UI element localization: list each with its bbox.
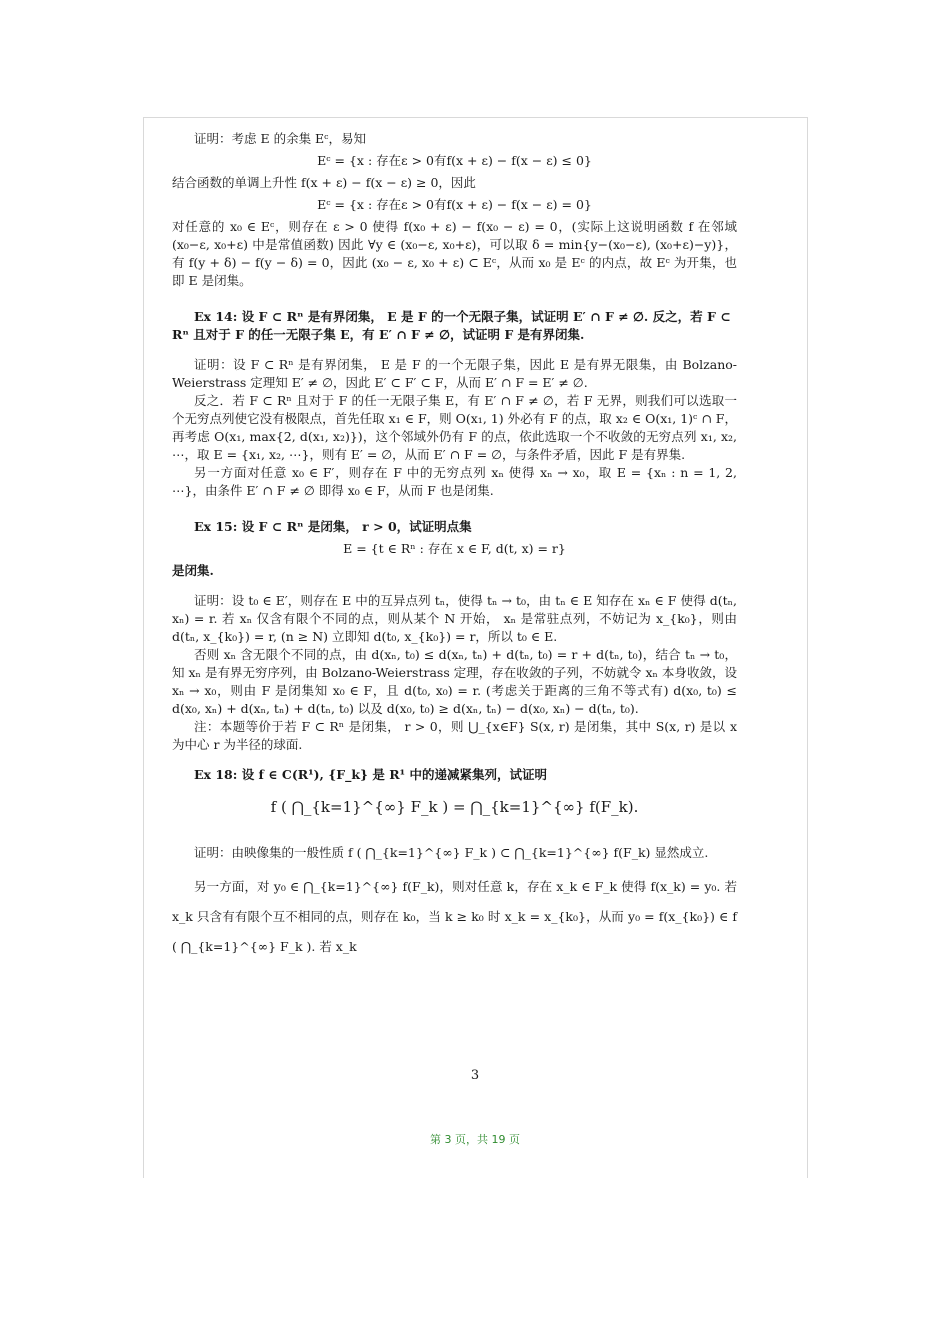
document-body: [172, 130, 737, 962]
proof-paragraph: 证明：设 F ⊂ Rⁿ 是有界闭集， E 是 F 的一个无限子集，因此 E 是有界无限集，由 Bolzano-Weierstrass 定理知 E′ ≠ ∅，因此 E′ ⊂ F′ ⊂ F，从而 E′ ∩ F = E′ ≠ ∅.: [172, 357, 737, 390]
page-footer: 第 3 页，共 19 页: [430, 1133, 520, 1146]
proof-paragraph: 否则 xₙ 含无限个不同的点，由 d(xₙ, t₀) ≤ d(xₙ, tₙ) + d(tₙ, t₀) = r + d(tₙ, t₀)，结合 tₙ → t₀，知 xₙ 是有界无穷序列，由 Bolzano-Weierstrass 定理，存在收敛的子列，不妨就令 xₙ 本身收敛，设 xₙ → x₀，则由 F 是闭集知 x₀ ∈ F，且 d(t₀, x₀) = r. (考虑关于距离的三角不等式有) d(x₀, t₀) ≤ d(x₀, xₙ) + d(xₙ, tₙ) + d(tₙ, t₀) 以及 d(x₀, t₀) ≥ d(xₙ, tₙ) − d(x₀, xₙ) − d(tₙ, t₀).: [172, 647, 737, 716]
proof-paragraph: 证明：设 t₀ ∈ E′，则存在 E 中的互异点列 tₙ，使得 tₙ → t₀，由 tₙ ∈ E 知存在 xₙ ∈ F 使得 d(tₙ, xₙ) = r. 若 xₙ 仅含有限个不同的点，则从某个 N 开始， xₙ 是常驻点列，不妨记为 x_{k₀}，则由 d(tₙ, x_{k₀}) = r, (n ≥ N) 立即知 d(t₀, x_{k₀}) = r，所以 t₀ ∈ E.: [172, 593, 737, 644]
equation-2: Eᶜ = {x : 存在ε > 0有f(x + ε) − f(x − ε) = 0}: [317, 197, 592, 212]
page-number: 3: [470, 1068, 480, 1083]
exercise-14-statement: Ex 14: 设 F ⊂ Rⁿ 是有界闭集， E 是 F 的一个无限子集，试证明 E′ ∩ F ≠ ∅. 反之，若 F ⊂ Rⁿ 且对于 F 的任一无限子集 E，有 E′ ∩ F ≠ ∅，试证明 F 是有界闭集.: [172, 309, 731, 342]
proof-intro: 证明：考虑 E 的余集 Eᶜ，易知: [194, 131, 366, 146]
text-line: 结合函数的单调上升性 f(x + ε) − f(x − ε) ≥ 0，因此: [172, 175, 476, 190]
equation-18: f ( ⋂_{k=1}^{∞} F_k ) = ⋂_{k=1}^{∞} f(F_k).: [270, 798, 639, 816]
exercise-15-tail: 是闭集.: [172, 563, 214, 578]
exercise-15-statement: Ex 15: 设 F ⊂ Rⁿ 是闭集， r > 0，试证明点集: [194, 519, 472, 534]
equation-15: E = {t ∈ Rⁿ : 存在 x ∈ F, d(t, x) = r}: [343, 541, 566, 556]
exercise-18-statement: Ex 18: 设 f ∈ C(R¹), {F_k} 是 R¹ 中的递减紧集列，试证明: [194, 767, 548, 782]
proof-paragraph: 另一方面对任意 x₀ ∈ F′，则存在 F 中的无穷点列 xₙ 使得 xₙ → x₀，取 E = {xₙ : n = 1, 2, ⋯}，由条件 E′ ∩ F ≠ ∅ 即得 x₀ ∈ F，从而 F 也是闭集.: [172, 465, 737, 498]
remark-paragraph: 注：本题等价于若 F ⊂ Rⁿ 是闭集， r > 0，则 ⋃_{x∈F} S(x, r) 是闭集，其中 S(x, r) 是以 x 为中心 r 为半径的球面.: [172, 719, 737, 752]
equation-1: Eᶜ = {x : 存在ε > 0有f(x + ε) − f(x − ε) ≤ 0}: [317, 153, 592, 168]
proof-paragraph: 证明：由映像集的一般性质 f ( ⋂_{k=1}^{∞} F_k ) ⊂ ⋂_{k=1}^{∞} f(F_k) 显然成立.: [194, 845, 709, 860]
proof-paragraph: 反之．若 F ⊂ Rⁿ 且对于 F 的任一无限子集 E，有 E′ ∩ F ≠ ∅，若 F 无界，则我们可以选取一个无穷点列使它没有极限点，首先任取 x₁ ∈ F，则 O(x₁, 1) 外必有 F 的点，取 x₂ ∈ O(x₁, 1)ᶜ ∩ F，再考虑 O(x₁, max{2, d(x₁, x₂)})，这个邻域外仍有 F 的点，依此选取一个不收敛的无穷点列 x₁, x₂, ⋯，取 E = {x₁, x₂, ⋯}，则有 E′ = ∅，从而 E′ ∩ F = ∅，与条件矛盾，因此 F 是有界集.: [172, 393, 737, 462]
proof-paragraph: 另一方面，对 y₀ ∈ ⋂_{k=1}^{∞} f(F_k)，则对任意 k，存在 x_k ∈ F_k 使得 f(x_k) = y₀. 若 x_k 只含有有限个互不相同的点，则存在 k₀，当 k ≥ k₀ 时 x_k = x_{k₀}，从而 y₀ = f(x_{k₀}) ∈ f ( ⋂_{k=1}^{∞} F_k ). 若 x_k: [172, 879, 737, 954]
proof-paragraph: 对任意的 x₀ ∈ Eᶜ，则存在 ε > 0 使得 f(x₀ + ε) − f(x₀ − ε) = 0，(实际上这说明函数 f 在邻域 (x₀−ε, x₀+ε) 中是常值函数) 因此 ∀y ∈ (x₀−ε, x₀+ε)，可以取 δ = min{y−(x₀−ε), (x₀+ε)−y)}，有 f(y + δ) − f(y − δ) = 0，因此 (x₀ − ε, x₀ + ε) ⊂ Eᶜ，从而 x₀ 是 Eᶜ 的内点，故 Eᶜ 为开集，也即 E 是闭集。: [172, 219, 737, 288]
